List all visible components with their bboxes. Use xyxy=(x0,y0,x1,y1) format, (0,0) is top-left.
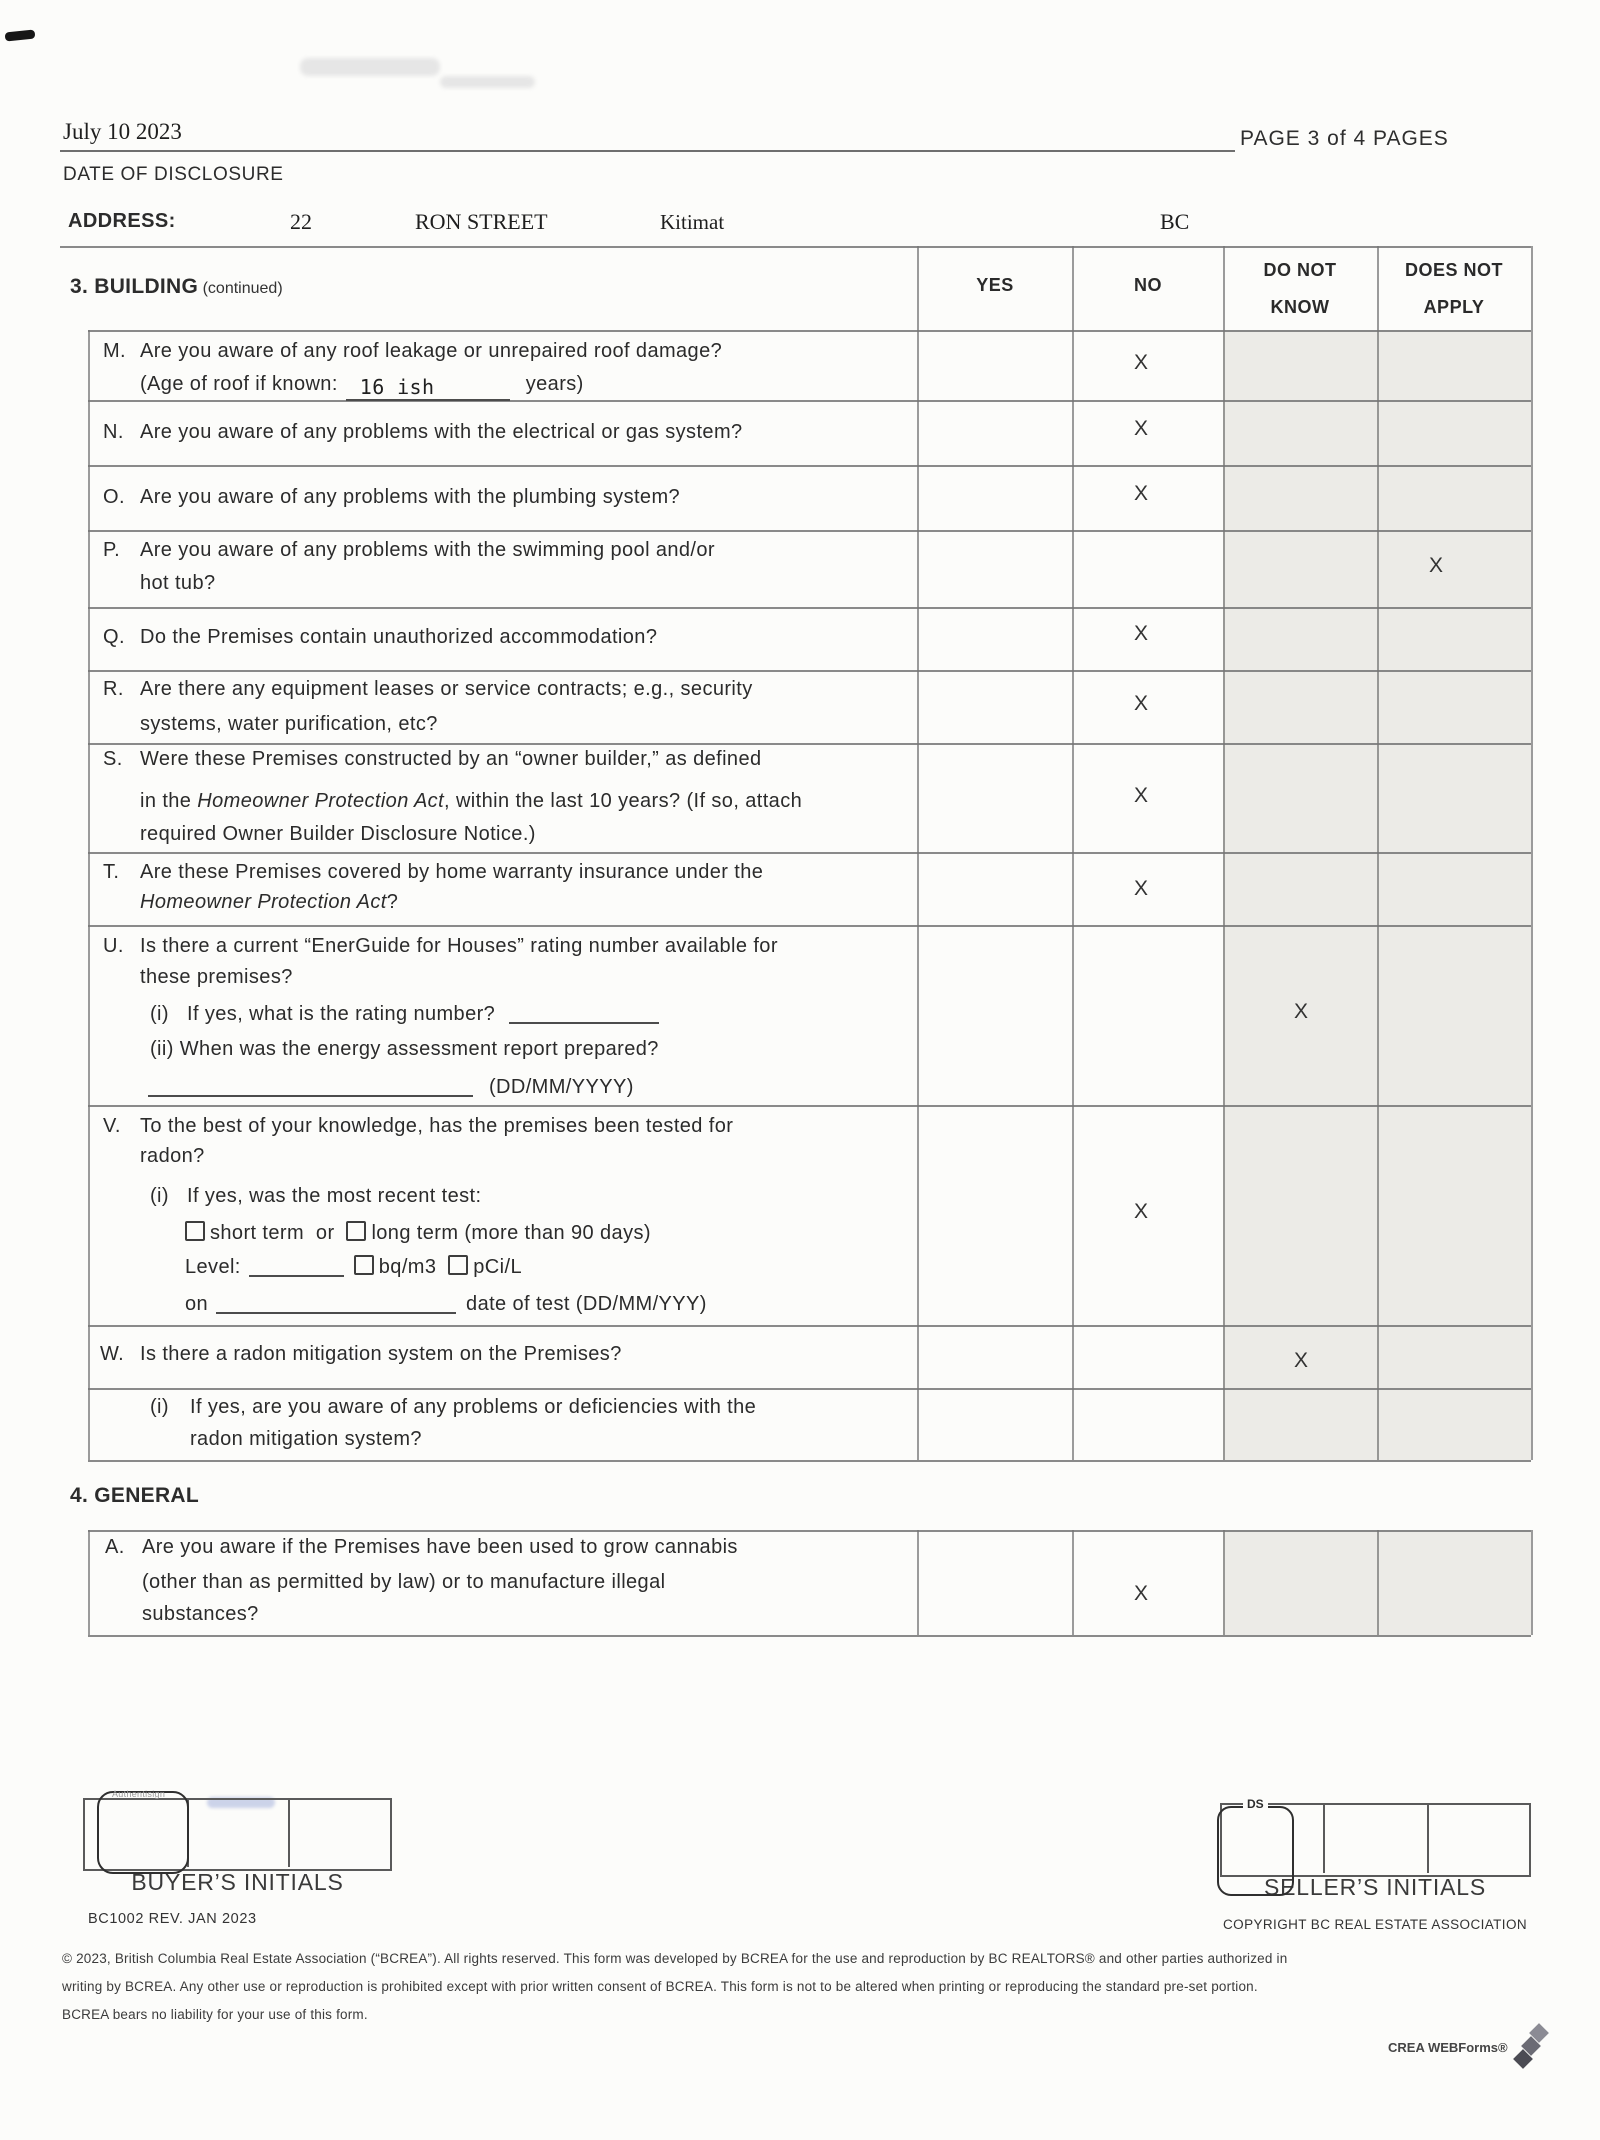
building-row-U-text xyxy=(140,1076,634,1099)
question-text: Do the Premises contain unauthorized accommodation? xyxy=(140,626,658,648)
building-row-Wi-text xyxy=(190,1396,756,1419)
answer-mark-no-row-S: X xyxy=(1134,784,1149,807)
table-row-border xyxy=(88,465,1531,467)
building-row-U-text xyxy=(150,1003,169,1026)
answer-mark-no-row-V: X xyxy=(1134,1200,1149,1223)
building-row-V-text xyxy=(140,1115,733,1138)
question-text: Homeowner Protection Act xyxy=(140,891,387,913)
scan-artifact-smudge xyxy=(440,76,535,88)
question-text: radon mitigation system? xyxy=(190,1428,422,1450)
table-row-border xyxy=(88,330,1531,332)
seller-initials-label: SELLER’S INITIALS xyxy=(1264,1874,1486,1900)
table-right-border xyxy=(1531,246,1533,1460)
address-label: ADDRESS: xyxy=(68,210,176,232)
checkbox-icon xyxy=(185,1221,205,1241)
question-text: in the xyxy=(140,790,198,812)
column-header-no: NO xyxy=(1134,275,1162,295)
building-row-P-text xyxy=(140,539,715,562)
question-text: on xyxy=(185,1293,209,1315)
question-text: R. xyxy=(103,678,124,700)
question-text: (i) xyxy=(150,1185,169,1207)
table-column-border xyxy=(1377,246,1379,1460)
general-right-border xyxy=(1531,1530,1533,1635)
docusign-stamp-label: DS xyxy=(1243,1797,1268,1811)
question-text: (ii) When was the energy assessment report prepared? xyxy=(150,1038,659,1060)
authentisign-stamp xyxy=(97,1791,189,1874)
blank-line xyxy=(148,1077,473,1097)
table-row-border xyxy=(88,607,1531,609)
building-row-R-text xyxy=(140,713,438,736)
general-row-A-text xyxy=(105,1536,125,1559)
question-text: (other than as permitted by law) or to manufacture illegal xyxy=(142,1571,666,1593)
question-text: years) xyxy=(519,373,584,395)
table-column-border xyxy=(1072,246,1074,1460)
question-text: bq/m3 xyxy=(378,1256,449,1278)
general-row-A-text xyxy=(142,1603,259,1626)
table-row-border xyxy=(88,1325,1531,1327)
question-text: Are you aware of any roof leakage or unrepaired roof damage? xyxy=(140,340,723,362)
question-text: Are these Premises covered by home warranty insurance under the xyxy=(140,861,764,883)
building-row-V-text xyxy=(185,1255,522,1279)
crea-webforms-logo-icon xyxy=(1516,2024,1556,2074)
question-text: date of test (DD/MM/YYY) xyxy=(466,1293,707,1315)
question-text: If yes, what is the rating number? xyxy=(187,1003,502,1025)
legal-text-line: writing by BCREA. Any other use or reproduction is prohibited except with prior written consent of BCREA. This form is not to be altered when printing or reproducing the standard pre-set portion. xyxy=(62,1979,1258,1994)
building-row-O-text xyxy=(140,486,680,509)
building-row-U-text xyxy=(187,1003,669,1026)
table-column-border xyxy=(917,246,919,1460)
table-row-border xyxy=(88,852,1531,854)
section-building-title xyxy=(70,275,283,299)
answer-mark-no-row-N: X xyxy=(1134,417,1149,440)
seller-initials-divider xyxy=(1323,1803,1325,1873)
page-number-label: PAGE 3 of 4 PAGES xyxy=(1240,127,1449,150)
question-text: Are there any equipment leases or service contracts; e.g., security xyxy=(140,678,753,700)
general-column-border xyxy=(1072,1530,1074,1635)
building-row-P-text xyxy=(103,539,120,562)
building-row-Wi-text xyxy=(190,1428,422,1451)
question-text: Are you aware of any problems with the electrical or gas system? xyxy=(140,421,743,443)
question-text: (DD/MM/YYYY) xyxy=(483,1076,634,1098)
building-row-U-text xyxy=(103,935,124,958)
building-row-Q-text xyxy=(103,626,125,649)
buyer-initials-label: BUYER’S INITIALS xyxy=(131,1869,344,1895)
address-city-value: Kitimat xyxy=(660,210,725,234)
table-row-border xyxy=(88,1460,1531,1462)
section-building-title-text: 3. BUILDING xyxy=(70,275,199,298)
section-building-subtitle: (continued) xyxy=(198,280,283,297)
question-text: required Owner Builder Disclosure Notice.) xyxy=(140,823,536,845)
building-row-V-text xyxy=(185,1293,707,1316)
table-row-border xyxy=(88,1388,1531,1390)
question-text: V. xyxy=(103,1115,121,1137)
question-text: If yes, are you aware of any problems or deficiencies with the xyxy=(190,1396,757,1418)
question-text: ? xyxy=(386,891,399,913)
building-row-N-text xyxy=(103,421,124,444)
filled-blank-value: 16 ish xyxy=(346,375,510,401)
question-text: , within the last 10 years? (If so, attach xyxy=(444,790,803,812)
scan-artifact-smudge xyxy=(300,58,440,76)
question-text: Were these Premises constructed by an “owner builder,” as defined xyxy=(140,748,762,770)
building-row-U-text xyxy=(140,966,293,989)
building-row-S-text xyxy=(103,748,123,771)
question-text: Is there a current “EnerGuide for Houses” rating number available for xyxy=(140,935,778,957)
general-row-A-text xyxy=(142,1571,665,1594)
crea-webforms-label: CREA WEBForms® xyxy=(1388,2040,1508,2055)
building-row-V-text xyxy=(150,1185,169,1208)
building-row-P-text xyxy=(140,572,216,595)
checkbox-icon xyxy=(346,1221,366,1241)
question-text: hot tub? xyxy=(140,572,216,594)
building-row-V-text xyxy=(187,1185,481,1208)
section-general-title: 4. GENERAL xyxy=(70,1484,200,1507)
question-text: Q. xyxy=(103,626,125,648)
building-row-W-text xyxy=(100,1343,124,1366)
building-row-T-text xyxy=(140,891,398,914)
address-number-value: 22 xyxy=(290,209,312,234)
answer-mark-no-row-M: X xyxy=(1134,351,1149,374)
question-text: radon? xyxy=(140,1145,205,1167)
blank-line xyxy=(216,1294,456,1314)
question-text: Is there a radon mitigation system on the Premises? xyxy=(140,1343,622,1365)
table-row-border xyxy=(88,925,1531,927)
address-province-value: BC xyxy=(1160,209,1190,234)
question-text: W. xyxy=(100,1343,125,1365)
building-row-V-text xyxy=(185,1221,651,1245)
question-text: (i) xyxy=(150,1396,169,1418)
question-text: T. xyxy=(103,861,120,883)
question-text: Homeowner Protection Act xyxy=(197,790,445,812)
answer-mark-dnk-row-U: X xyxy=(1294,1000,1309,1023)
building-row-M-text xyxy=(140,373,584,401)
table-row-border xyxy=(88,530,1531,532)
question-text: pCi/L xyxy=(473,1256,522,1278)
form-code: BC1002 REV. JAN 2023 xyxy=(88,1911,257,1927)
general-row-border xyxy=(88,1530,1531,1532)
column-header-do-not-know: DO NOT KNOW xyxy=(1263,260,1337,317)
general-column-border xyxy=(917,1530,919,1635)
table-left-border xyxy=(88,330,90,1460)
legal-text-line: © 2023, British Columbia Real Estate Association (“BCREA”). All rights reserved. This form was developed by BCREA for the use and reproduction by BC REALTORS® and other parties authorized in xyxy=(62,1951,1288,1966)
copyright-line: COPYRIGHT BC REAL ESTATE ASSOCIATION xyxy=(1223,1917,1527,1932)
building-row-U-text xyxy=(150,1038,659,1061)
question-text: long term (more than 90 days) xyxy=(371,1222,651,1244)
date-of-disclosure-value: July 10 2023 xyxy=(63,119,182,144)
table-row-border xyxy=(88,670,1531,672)
building-row-S-text xyxy=(140,823,536,846)
answer-mark-no-row-Q: X xyxy=(1134,622,1149,645)
answer-mark-dnk-row-W: X xyxy=(1294,1349,1309,1372)
column-header-yes: YES xyxy=(976,275,1014,295)
building-row-M-text xyxy=(103,340,126,363)
question-text: short term or xyxy=(210,1222,347,1244)
buyer-initials-divider xyxy=(288,1798,290,1867)
building-row-V-text xyxy=(103,1115,121,1138)
building-row-Q-text xyxy=(140,626,657,649)
blank-line xyxy=(249,1257,344,1277)
building-row-O-text xyxy=(103,486,125,509)
seller-initials-divider xyxy=(1427,1803,1429,1873)
legal-text-line: BCREA bears no liability for your use of this form. xyxy=(62,2007,368,2022)
general-column-border xyxy=(1377,1530,1379,1635)
building-row-R-text xyxy=(103,678,124,701)
building-row-Wi-text xyxy=(150,1396,169,1419)
question-text: N. xyxy=(103,421,124,443)
question-text: (i) xyxy=(150,1003,169,1025)
building-row-M-text xyxy=(140,340,722,363)
building-row-S-text xyxy=(140,790,802,813)
building-row-T-text xyxy=(103,861,119,884)
answer-mark-no-row-T: X xyxy=(1134,877,1149,900)
answer-mark-no-row-R: X xyxy=(1134,692,1149,715)
address-street-value: RON STREET xyxy=(415,209,548,234)
building-row-V-text xyxy=(140,1145,205,1168)
building-row-S-text xyxy=(140,748,762,771)
question-text: Level: xyxy=(185,1256,241,1278)
question-text: Are you aware of any problems with the swimming pool and/or xyxy=(140,539,715,561)
question-text: S. xyxy=(103,748,123,770)
building-row-R-text xyxy=(140,678,753,701)
checkbox-icon xyxy=(448,1255,468,1275)
blank-line xyxy=(509,1004,659,1024)
general-column-border xyxy=(1223,1530,1225,1635)
answer-mark-no-row-A: X xyxy=(1134,1582,1149,1605)
building-row-U-text xyxy=(140,935,778,958)
checkbox-icon xyxy=(354,1255,374,1275)
question-text: (Age of roof if known: xyxy=(140,373,338,395)
table-row-border xyxy=(88,743,1531,745)
question-text: substances? xyxy=(142,1603,259,1625)
column-header-does-not-apply: DOES NOT APPLY xyxy=(1404,260,1503,317)
question-text: U. xyxy=(103,935,124,957)
question-text: To the best of your knowledge, has the premises been tested for xyxy=(140,1115,734,1137)
general-row-border xyxy=(88,1635,1531,1637)
building-row-W-text xyxy=(140,1343,622,1366)
question-text: P. xyxy=(103,539,121,561)
general-row-A-text xyxy=(142,1536,738,1559)
authentisign-stamp-label: Authentisign xyxy=(112,1789,166,1799)
general-left-border xyxy=(88,1530,90,1635)
question-text: A. xyxy=(105,1536,125,1558)
question-text: these premises? xyxy=(140,966,293,988)
question-text: O. xyxy=(103,486,125,508)
table-row-border xyxy=(88,1105,1531,1107)
date-underline xyxy=(60,150,1235,152)
question-text: If yes, was the most recent test: xyxy=(187,1185,482,1207)
answer-mark-dna-row-P: X xyxy=(1429,554,1444,577)
question-text: Are you aware if the Premises have been used to grow cannabis xyxy=(142,1536,738,1558)
building-row-N-text xyxy=(140,421,743,444)
table-top-border xyxy=(60,246,1531,248)
date-of-disclosure-label: DATE OF DISCLOSURE xyxy=(63,164,284,185)
building-row-T-text xyxy=(140,861,763,884)
table-column-border xyxy=(1223,246,1225,1460)
question-text: M. xyxy=(103,340,127,362)
answer-mark-no-row-O: X xyxy=(1134,482,1149,505)
question-text: systems, water purification, etc? xyxy=(140,713,438,735)
scan-artifact-dash xyxy=(5,29,36,41)
question-text: Are you aware of any problems with the plumbing system? xyxy=(140,486,681,508)
docusign-stamp xyxy=(1217,1806,1294,1896)
